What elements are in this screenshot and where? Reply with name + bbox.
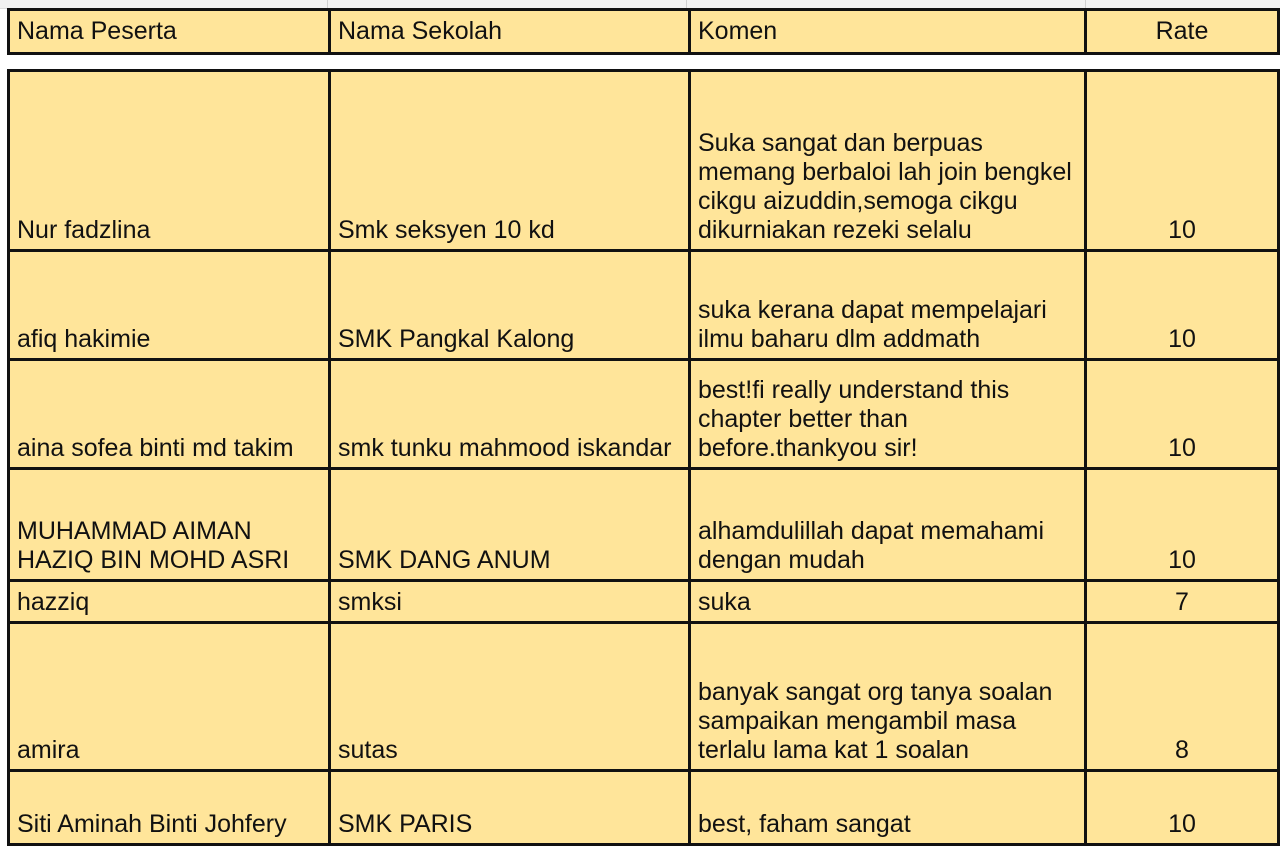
cell-comment[interactable]: suka kerana dapat mempelajari ilmu baharu dlm addmath — [690, 251, 1086, 360]
cell-school-name[interactable]: smk tunku mahmood iskandar — [330, 360, 690, 469]
header-row — [9, 10, 1279, 54]
cell-participant-name[interactable]: hazziq — [9, 581, 330, 623]
cell-participant-name[interactable]: aina sofea binti md takim — [9, 360, 330, 469]
cell-participant-name[interactable]: MUHAMMAD AIMAN HAZIQ BIN MOHD ASRI — [9, 469, 330, 581]
cell-comment[interactable]: best, faham sangat — [690, 771, 1086, 845]
cell-school-name[interactable]: sutas — [330, 623, 690, 771]
cell-comment[interactable]: alhamdulillah dapat memahami dengan mudah — [690, 469, 1086, 581]
table-row — [9, 360, 1279, 469]
column-divider — [686, 0, 687, 8]
cell-rate[interactable]: 10 — [1086, 469, 1279, 581]
cell-school-name[interactable]: SMK DANG ANUM — [330, 469, 690, 581]
table-row — [9, 251, 1279, 360]
cell-comment[interactable]: best!fi really understand this chapter better than before.thankyou sir! — [690, 360, 1086, 469]
table-row — [9, 581, 1279, 623]
spacer-cell — [9, 54, 1279, 71]
cell-rate[interactable]: 10 — [1086, 251, 1279, 360]
cell-comment[interactable]: banyak sangat org tanya soalan sampaikan mengambil masa terlalu lama kat 1 soalan — [690, 623, 1086, 771]
cell-participant-name[interactable]: afiq hakimie — [9, 251, 330, 360]
table-row — [9, 71, 1279, 251]
header-cell-comment[interactable]: Komen — [690, 10, 1086, 54]
header-cell-school[interactable]: Nama Sekolah — [330, 10, 690, 54]
header-cell-name[interactable]: Nama Peserta — [9, 10, 330, 54]
cell-rate[interactable]: 10 — [1086, 771, 1279, 845]
cell-rate[interactable]: 7 — [1086, 581, 1279, 623]
cell-comment[interactable]: suka — [690, 581, 1086, 623]
cell-participant-name[interactable]: amira — [9, 623, 330, 771]
feedback-table — [7, 8, 1280, 846]
cell-school-name[interactable]: SMK Pangkal Kalong — [330, 251, 690, 360]
cell-rate[interactable]: 10 — [1086, 71, 1279, 251]
table-row — [9, 771, 1279, 845]
header-spacer — [9, 54, 1279, 71]
header-cell-rate[interactable]: Rate — [1086, 10, 1279, 54]
cell-school-name[interactable]: smksi — [330, 581, 690, 623]
table-row — [9, 623, 1279, 771]
cell-participant-name[interactable]: Siti Aminah Binti Johfery — [9, 771, 330, 845]
cell-school-name[interactable]: SMK PARIS — [330, 771, 690, 845]
cell-rate[interactable]: 10 — [1086, 360, 1279, 469]
cell-comment[interactable]: Suka sangat dan berpuas memang berbaloi lah join bengkel cikgu aizuddin,semoga cikgu dikurniakan rezeki selalu — [690, 71, 1086, 251]
table-row — [9, 469, 1279, 581]
column-divider — [1085, 0, 1086, 8]
cell-rate[interactable]: 8 — [1086, 623, 1279, 771]
cell-participant-name[interactable]: Nur fadzlina — [9, 71, 330, 251]
cell-school-name[interactable]: Smk seksyen 10 kd — [330, 71, 690, 251]
column-divider — [327, 0, 328, 8]
